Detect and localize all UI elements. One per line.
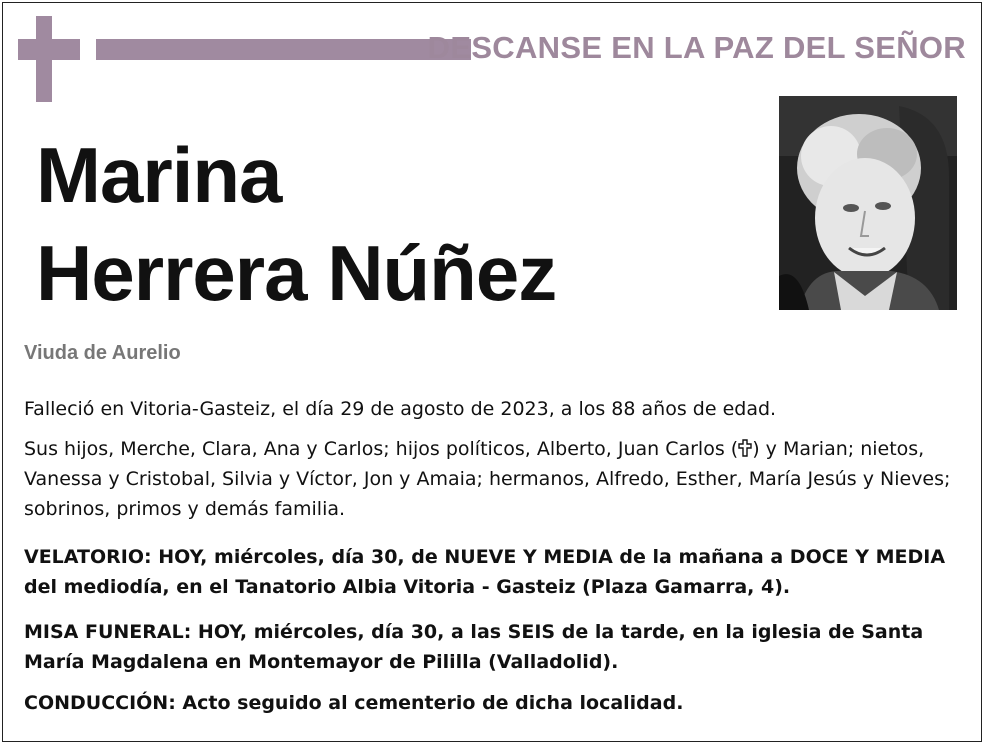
conduccion-paragraph: CONDUCCIÓN: Acto seguido al cementerio de dicha localidad. [24, 692, 684, 714]
portrait-image [779, 96, 957, 310]
deceased-surnames: Herrera Núñez [36, 229, 557, 317]
family-text-after: ) y Marian; nietos, Vanessa y Cristobal, Silvia y Víctor, Jon y Amaia; hermanos, Alfredo, Esther, María Jesús y Nieves; sobrinos, primos y demás familia. [24, 438, 951, 520]
deceased-portrait-photo [779, 96, 957, 310]
family-text-before: Sus hijos, Merche, Clara, Ana y Carlos; hijos políticos, Alberto, Juan Carlos ( [24, 438, 739, 460]
header-title: DESCANSE EN LA PAZ DEL SEÑOR [427, 30, 966, 65]
velatorio-paragraph: VELATORIO: HOY, miércoles, día 30, de NUEVE Y MEDIA de la mañana a DOCE Y MEDIA del mediodía, en el Tanatorio Albia Vitoria - Gasteiz (Plaza Gamarra, 4). [24, 546, 946, 598]
misa-funeral-paragraph: MISA FUNERAL: HOY, miércoles, día 30, a las SEIS de la tarde, en la iglesia de Santa María Magdalena en Montemayor de Pililla (Valladolid). [24, 621, 924, 673]
deceased-first-name: Marina [36, 131, 282, 219]
header-rule [96, 39, 471, 60]
death-notice-paragraph: Falleció en Vitoria-Gasteiz, el día 29 de agosto de 2023, a los 88 años de edad. [24, 398, 777, 420]
family-paragraph [24, 434, 974, 524]
relation-subtitle: Viuda de Aurelio [24, 342, 181, 364]
outlined-cross-icon [738, 434, 752, 464]
